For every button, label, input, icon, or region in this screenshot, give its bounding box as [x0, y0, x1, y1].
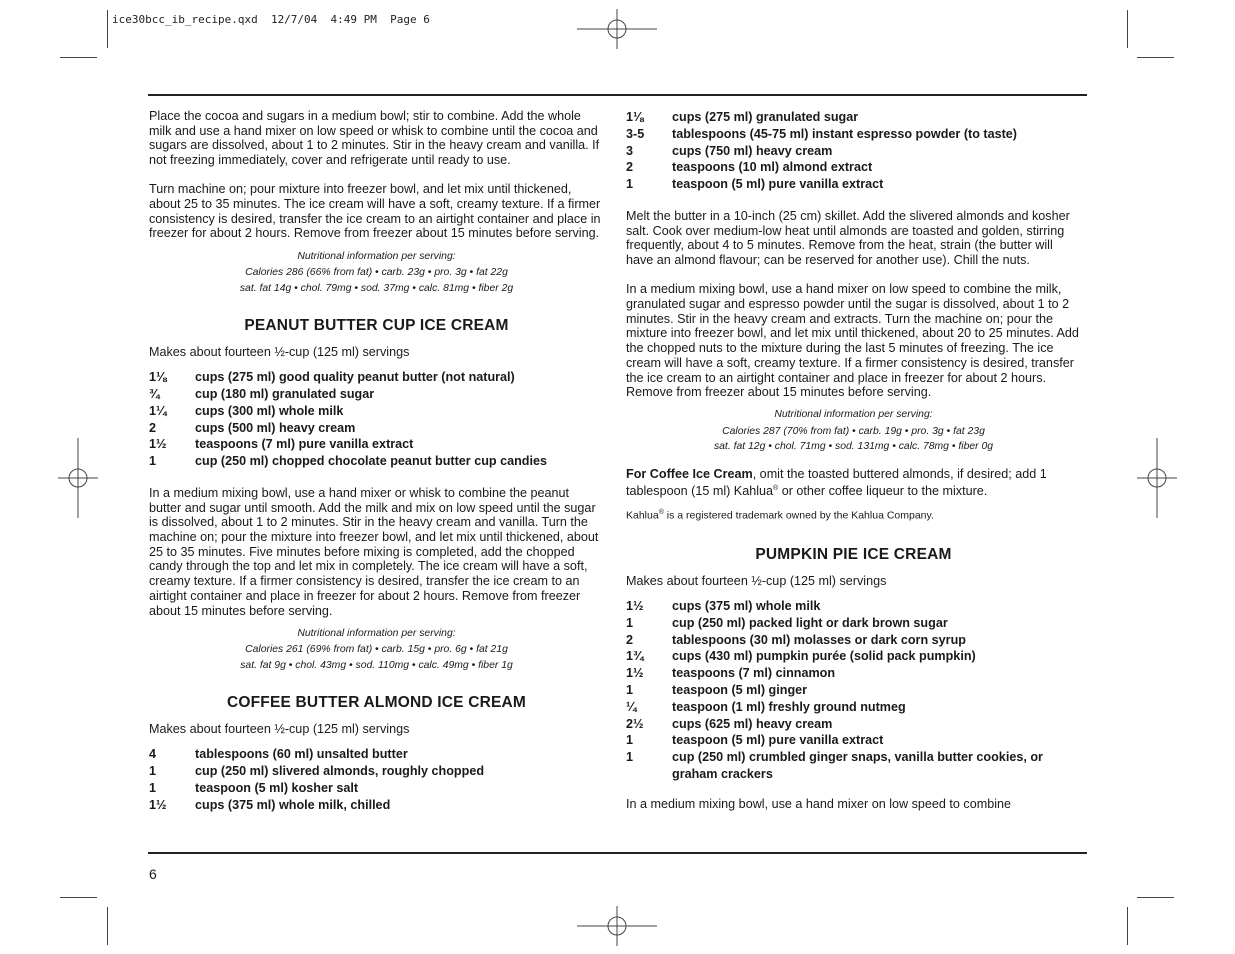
ingredient-text: teaspoons (7 ml) cinnamon [672, 666, 836, 681]
ingredient-text: cup (250 ml) crumbled ginger snaps, vanilla butter cookies, or graham crackers [672, 750, 1043, 781]
left-column [149, 109, 604, 829]
nutrition-title: Nutritional information per serving: [774, 409, 933, 421]
ingredient-quantity: 1⅛ [626, 110, 644, 124]
ingredient-quantity: 1⅛ [149, 370, 167, 385]
ingredient-text: tablespoons (45-75 ml) instant espresso powder (to taste) [672, 126, 1017, 141]
ingredient-quantity: 3-5 [626, 126, 645, 141]
ingredient-text: tablespoons (30 ml) molasses or dark corn syrup [672, 632, 966, 647]
variation-text: or other coffee liqueur to the mixture. [778, 483, 988, 498]
ingredient-text: cups (300 ml) whole milk [195, 403, 344, 418]
registered-mark: ® [773, 484, 779, 492]
ingredient-row [149, 436, 604, 453]
ingredient-row [149, 763, 604, 780]
ingredient-quantity: 2 [626, 632, 634, 647]
nutrition-title: Nutritional information per serving: [297, 250, 456, 262]
file-slug: ice30bcc_ib_recipe.qxd 12/7/04 4:49 PM Page 6 [112, 13, 430, 26]
registered-mark: ® [658, 508, 664, 516]
ingredient-text: cups (500 ml) heavy cream [195, 420, 356, 435]
nutrition-line: Calories 261 (69% from fat) • carb. 15g • pro. 6g • fat 21g [245, 644, 508, 656]
ingredient-list-peanut [149, 369, 604, 470]
servings-note: Makes about fourteen ½-cup (125 ml) servings [626, 574, 887, 589]
ingredient-row [149, 369, 604, 386]
nutrition-line: sat. fat 12g • chol. 71mg • sod. 131mg • calc. 78mg • fiber 0g [713, 441, 994, 453]
nutrition-line: sat. fat 14g • chol. 79mg • sod. 37mg • calc. 81mg • fiber 2g [239, 282, 514, 294]
ingredient-text: cups (375 ml) whole milk, chilled [195, 797, 391, 812]
peanut-method: In a medium mixing bowl, use a hand mixer or whisk to combine the peanut butter and sugar until smooth. Add the milk and mix on low speed until the sugar is dissolved, about 1 to 2 minutes. Stir in the heavy cream and vanilla. Turn the machine on; pour the mixture into freezer bowl, and let mix until thickened, about 25 to 35 minutes. Five minutes before mixing is completed, add the chopped candy through the top and let mix in completely. The ice cream will have a soft, creamy texture. If a firmer consistency is desired, transfer the ice cream to an airtight container and place in freezer for about 2 hours. Remove from freezer about 15 minutes before serving. [149, 485, 599, 618]
ingredient-row [626, 159, 1081, 176]
ingredient-row [149, 780, 604, 797]
coffee-method-2: In a medium mixing bowl, use a hand mixer on low speed to combine the milk, granulated sugar and espresso powder until the sugar is dissolved, about 1 to 2 minutes. Stir in the heavy cream and extracts. Turn the machine on; pour the mixture into freezer bowl, and let mix until thickened, about 20 to 25 minutes. Add the chopped nuts to the mixture during the last 5 minutes of freezing. The ice cream will have a soft, creamy texture. If a firmer consistency is desired, transfer the ice cream to an airtight container and place in freezer for about 2 hours. Remove from freezer about 15 minutes before serving. [626, 282, 1079, 400]
top-rule [148, 94, 1087, 96]
ingredient-text: cups (750 ml) heavy cream [672, 143, 833, 158]
ingredient-row [626, 143, 1081, 160]
ingredient-quantity: 1¾ [626, 649, 644, 664]
ingredient-row [626, 699, 1081, 716]
variation-text: , omit the toasted buttered almonds, if desired; add 1 tablespoon (15 ml) Kahlua [626, 466, 1047, 498]
ingredient-row [626, 615, 1081, 632]
ingredient-text: teaspoon (5 ml) kosher salt [195, 780, 359, 795]
ingredient-quantity: 1½ [626, 599, 644, 614]
ingredient-list-pumpkin [626, 598, 1081, 783]
ingredient-quantity: ¾ [149, 386, 160, 401]
ingredient-text: teaspoon (5 ml) ginger [672, 683, 808, 697]
ingredient-text: teaspoon (5 ml) pure vanilla extract [672, 733, 884, 748]
bottom-rule [148, 852, 1087, 854]
trademark-text: is a registered trademark owned by the Kahlua Company. [663, 509, 934, 522]
ingredient-quantity: 3 [626, 143, 634, 158]
ingredient-row [626, 749, 1081, 783]
ingredient-row [149, 386, 604, 403]
ingredient-quantity: 1 [149, 780, 157, 795]
ingredient-quantity: 1 [626, 750, 634, 765]
ingredient-quantity: 1 [626, 177, 634, 192]
ingredient-text: teaspoons (7 ml) pure vanilla extract [195, 437, 414, 452]
ingredient-row [626, 682, 1081, 699]
ingredient-quantity: 1 [626, 683, 634, 697]
ingredient-quantity: 1 [626, 615, 634, 630]
servings-note: Makes about fourteen ½-cup (125 ml) servings [149, 345, 410, 360]
ingredient-quantity: 1 [149, 454, 157, 469]
ingredient-quantity: 2½ [626, 716, 644, 731]
registration-mark-left [58, 438, 98, 518]
ingredient-quantity: 1½ [626, 666, 644, 681]
page-number: 6 [149, 866, 157, 882]
servings-note: Makes about fourteen ½-cup (125 ml) servings [149, 722, 410, 737]
variation-label: For Coffee Ice Cream [626, 466, 753, 481]
ingredient-text: cups (275 ml) good quality peanut butter (not natural) [195, 370, 515, 385]
nutrition-line: Calories 286 (66% from fat) • carb. 23g • pro. 3g • fat 22g [245, 267, 508, 279]
ingredient-text: cup (250 ml) packed light or dark brown sugar [672, 615, 948, 630]
intro-paragraph-1: Place the cocoa and sugars in a medium bowl; stir to combine. Add the whole milk and use a hand mixer on low speed or whisk to combine until the cocoa and sugars are dissolved, about 1 to 2 minutes. Stir in the heavy cream and vanilla. If not freezing immediately, cover and refrigerate until ready to use. [149, 109, 600, 168]
ingredient-row [626, 109, 1081, 126]
ingredient-row [626, 732, 1081, 749]
ingredient-quantity: 2 [626, 160, 634, 175]
intro-paragraph-2: Turn machine on; pour mixture into freezer bowl, and let mix until thickened, about 25 to 35 minutes. The ice cream will have a soft, creamy texture. If a firmer consistency is desired, transfer the ice cream to an airtight container and place in freezer for about 2 hours. Remove from freezer about 15 minutes before serving. [149, 182, 601, 241]
ingredient-row [149, 403, 604, 420]
ingredient-quantity: 1 [149, 764, 157, 779]
ingredient-row [149, 420, 604, 437]
ingredient-row [149, 453, 604, 470]
coffee-variation-note [626, 467, 1081, 499]
recipe-title-coffee-butter-almond: COFFEE BUTTER ALMOND ICE CREAM [226, 694, 527, 712]
ingredient-list-coffee [149, 746, 604, 813]
ingredient-quantity: 1 [626, 733, 634, 748]
trademark-note [626, 506, 1081, 523]
registration-mark-top [577, 9, 657, 49]
peanut-nutrition [149, 626, 604, 674]
coffee-nutrition [626, 407, 1081, 455]
ingredient-text: cups (430 ml) pumpkin purée (solid pack pumpkin) [672, 649, 976, 664]
ingredient-row [149, 746, 604, 763]
ingredient-text: teaspoon (1 ml) freshly ground nutmeg [672, 699, 906, 714]
ingredient-text: cups (375 ml) whole milk [672, 599, 821, 614]
nutrition-line: Calories 287 (70% from fat) • carb. 19g • pro. 3g • fat 23g [722, 425, 985, 437]
intro-nutrition [149, 249, 604, 297]
ingredient-row [626, 648, 1081, 665]
ingredient-quantity: 1½ [149, 437, 167, 452]
coffee-method-1: Melt the butter in a 10-inch (25 cm) skillet. Add the slivered almonds and kosher salt. Cook over medium-low heat until almonds are toasted and golden, stirring frequently, about 4 to 5 minutes. Remove from the heat, strain (the butter will have an almond flavour; can be reserved for another use). Chill the nuts. [626, 208, 1070, 268]
ingredient-text: cups (275 ml) granulated sugar [672, 110, 859, 124]
right-column [626, 109, 1081, 826]
ingredient-row [626, 598, 1081, 615]
ingredient-text: cup (250 ml) chopped chocolate peanut butter cup candies [195, 454, 547, 469]
ingredient-row [149, 797, 604, 814]
nutrition-title: Nutritional information per serving: [297, 627, 456, 639]
ingredient-text: cup (180 ml) granulated sugar [195, 386, 375, 401]
ingredient-text: teaspoon (5 ml) pure vanilla extract [672, 177, 884, 192]
ingredient-text: cups (625 ml) heavy cream [672, 716, 833, 731]
registration-mark-bottom [577, 906, 657, 946]
registration-mark-right [1137, 438, 1177, 518]
ingredient-row [626, 632, 1081, 649]
trademark-name: Kahlua [626, 509, 659, 522]
ingredient-quantity: ¼ [626, 699, 637, 714]
recipe-title-peanut-butter-cup: PEANUT BUTTER CUP ICE CREAM [244, 317, 509, 335]
ingredient-list-coffee-continued [626, 109, 1081, 193]
ingredient-row [626, 176, 1081, 193]
ingredient-quantity: 1½ [149, 797, 167, 812]
ingredient-text: teaspoons (10 ml) almond extract [672, 160, 873, 175]
ingredient-quantity: 4 [149, 747, 157, 762]
ingredient-row [626, 126, 1081, 143]
pumpkin-method-start: In a medium mixing bowl, use a hand mixer on low speed to combine [626, 796, 1012, 811]
ingredient-text: tablespoons (60 ml) unsalted butter [195, 747, 408, 762]
recipe-title-pumpkin-pie: PUMPKIN PIE ICE CREAM [755, 546, 952, 564]
nutrition-line: sat. fat 9g • chol. 43mg • sod. 110mg • calc. 49mg • fiber 1g [240, 659, 513, 671]
ingredient-row [626, 716, 1081, 733]
ingredient-row [626, 665, 1081, 682]
ingredient-text: cup (250 ml) slivered almonds, roughly chopped [195, 764, 485, 779]
ingredient-quantity: 1¼ [149, 403, 167, 418]
ingredient-quantity: 2 [149, 420, 157, 435]
